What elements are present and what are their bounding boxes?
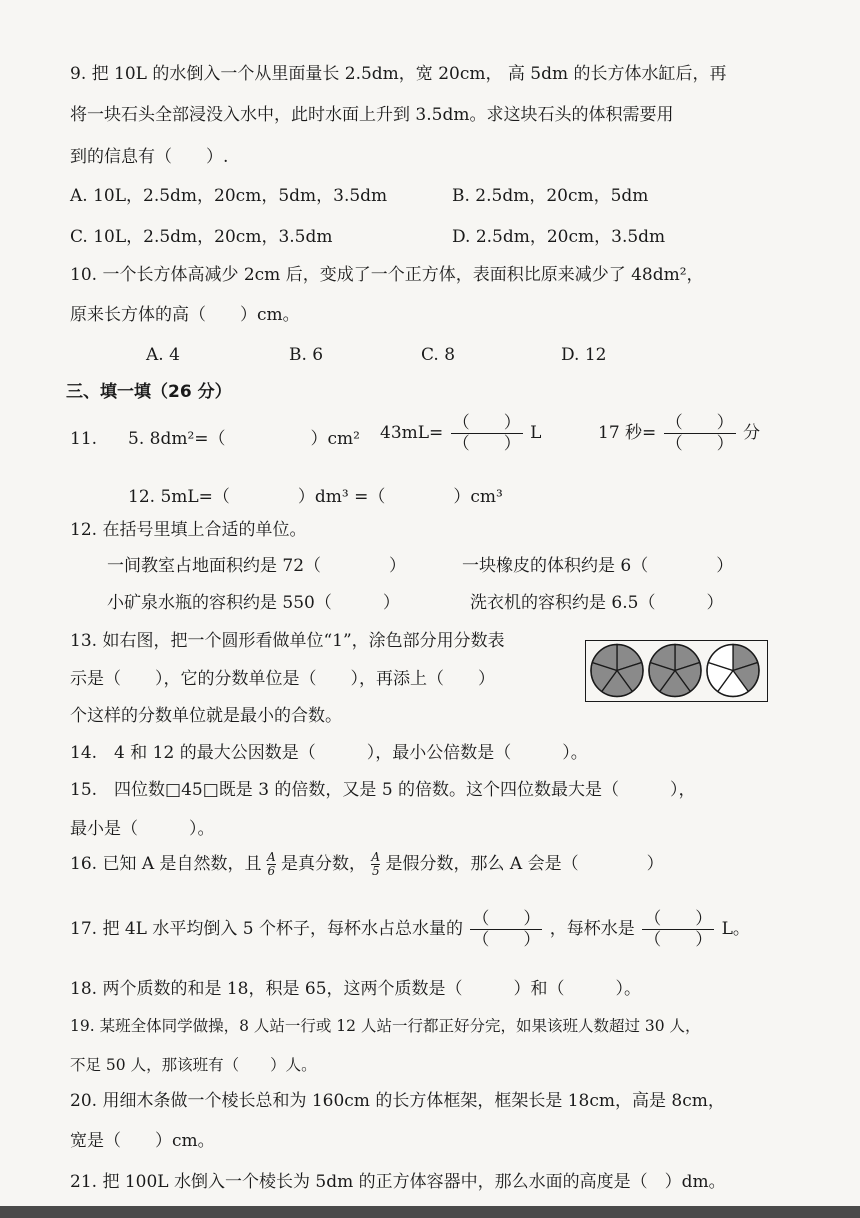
- q16-f1-numerator: A: [266, 850, 276, 864]
- q16-fraction-a-over-6: [267, 851, 276, 878]
- q11-c-numerator: （ ）: [665, 413, 734, 433]
- scan-bottom-edge: [0, 1206, 860, 1218]
- q17-f1-numerator: （ ）: [472, 909, 541, 929]
- q10-option-d: D. 12: [561, 345, 607, 365]
- q10-option-c: C. 8: [421, 345, 456, 365]
- q11-part-d: 12. 5mL=（ ）dm³ =（ ）cm³: [128, 487, 503, 507]
- q11-part-c: [598, 414, 760, 453]
- q12-item-a: 一间教室占地面积约是 72（ ）: [107, 556, 407, 576]
- q10-option-b: B. 6: [289, 345, 324, 365]
- q9-option-a: A. 10L，2.5dm，20cm，5dm，3.5dm: [70, 186, 388, 206]
- q12-item-c: 小矿泉水瓶的容积约是 550（ ）: [107, 593, 400, 613]
- q15-line2: 最小是（ ）。: [70, 819, 215, 839]
- q21-text: 21. 把 100L 水倒入一个棱长为 5dm 的正方体容器中，那么水面的高度是（ ）dm。: [70, 1172, 726, 1192]
- q9-option-c: C. 10L，2.5dm，20cm，3.5dm: [70, 227, 333, 247]
- q11-number: 11.: [70, 429, 98, 449]
- q11-c-prefix: 17 秒=: [598, 423, 657, 443]
- q17-fraction-2: [642, 910, 714, 949]
- q17-text: [70, 910, 750, 949]
- q10-line1: 10. 一个长方体高减少 2cm 后，变成了一个正方体，表面积比原来减少了 48dm²，: [70, 265, 704, 285]
- q16-fraction-a-over-5: [371, 851, 380, 878]
- q17-suffix: L。: [721, 919, 750, 939]
- q11-b-fraction: [451, 414, 523, 453]
- q12-title: 12. 在括号里填上合适的单位。: [70, 520, 307, 540]
- q16-suffix: 是假分数，那么 A 会是（ ）: [385, 854, 664, 874]
- q11-b-denominator: （ ）: [452, 434, 521, 454]
- q19-line1: 19. 某班全体同学做操，8 人站一行或 12 人站一行都正好分完，如果该班人数超过 30 人，: [70, 1017, 701, 1035]
- q18-text: 18. 两个质数的和是 18，积是 65，这两个质数是（ ）和（ ）。: [70, 979, 642, 999]
- q16-prefix: 16. 已知 A 是自然数，且: [70, 854, 262, 874]
- q20-line2: 宽是（ ）cm。: [70, 1131, 215, 1151]
- q16-f1-denominator: 6: [267, 864, 276, 878]
- q12-item-b: 一块橡皮的体积约是 6（ ）: [462, 556, 734, 576]
- q16-middle: 是真分数，: [281, 854, 367, 874]
- q17-fraction-1: [470, 910, 542, 949]
- q15-line1: 15. 四位数□45□既是 3 的倍数，又是 5 的倍数。这个四位数最大是（ ），: [70, 780, 696, 800]
- q16-text: [70, 851, 664, 878]
- q11-b-prefix: 43mL=: [380, 423, 444, 443]
- q10-line2: 原来长方体的高（ ）cm。: [70, 305, 300, 325]
- q9-line3: 到的信息有（ ）.: [70, 147, 229, 167]
- q17-f2-denominator: （ ）: [644, 930, 713, 950]
- q17-prefix: 17. 把 4L 水平均倒入 5 个杯子，每杯水占总水量的: [70, 919, 463, 939]
- q14-text: 14. 4 和 12 的最大公因数是（ ），最小公倍数是（ ）。: [70, 743, 588, 763]
- q11-b-suffix: L: [530, 423, 542, 443]
- q9-line2: 将一块石头全部浸没入水中，此时水面上升到 3.5dm。求这块石头的体积需要用: [70, 105, 674, 125]
- q13-line1: 13. 如右图，把一个圆形看做单位“1”，涂色部分用分数表: [70, 631, 505, 651]
- q9-option-b: B. 2.5dm，20cm，5dm: [452, 186, 649, 206]
- q10-option-a: A. 4: [146, 345, 180, 365]
- q13-line2: 示是（ ），它的分数单位是（ ），再添上（ ）: [70, 669, 495, 689]
- q13-line3: 个这样的分数单位就是最小的合数。: [70, 706, 342, 726]
- q19-line2: 不足 50 人，那该班有（ ）人。: [70, 1056, 317, 1074]
- q17-middle: ，每杯水是: [549, 919, 635, 939]
- q16-f2-numerator: A: [371, 850, 381, 864]
- q20-line1: 20. 用细木条做一个棱长总和为 160cm 的长方体框架，框架长是 18cm，高是 8cm，: [70, 1091, 725, 1111]
- q16-f2-denominator: 5: [371, 864, 380, 878]
- q11-c-fraction: [664, 414, 736, 453]
- q11-c-suffix: 分: [743, 423, 761, 443]
- q9-line1: 9. 把 10L 的水倒入一个从里面量长 2.5dm，宽 20cm， 高 5dm 的长方体水缸后，再: [70, 64, 727, 84]
- q11-part-b: [380, 414, 541, 453]
- q11-c-denominator: （ ）: [665, 434, 734, 454]
- section-title: 三、填一填（26 分）: [66, 382, 232, 402]
- q9-option-d: D. 2.5dm，20cm，3.5dm: [452, 227, 666, 247]
- q11-b-numerator: （ ）: [452, 413, 521, 433]
- q12-item-d: 洗衣机的容积约是 6.5（ ）: [470, 593, 724, 613]
- q11-part-a: 5. 8dm²=（ ）cm²: [128, 429, 360, 449]
- circles-diagram: [586, 641, 766, 700]
- q17-f2-numerator: （ ）: [644, 909, 713, 929]
- q13-circles-figure: [585, 640, 768, 702]
- q17-f1-denominator: （ ）: [472, 930, 541, 950]
